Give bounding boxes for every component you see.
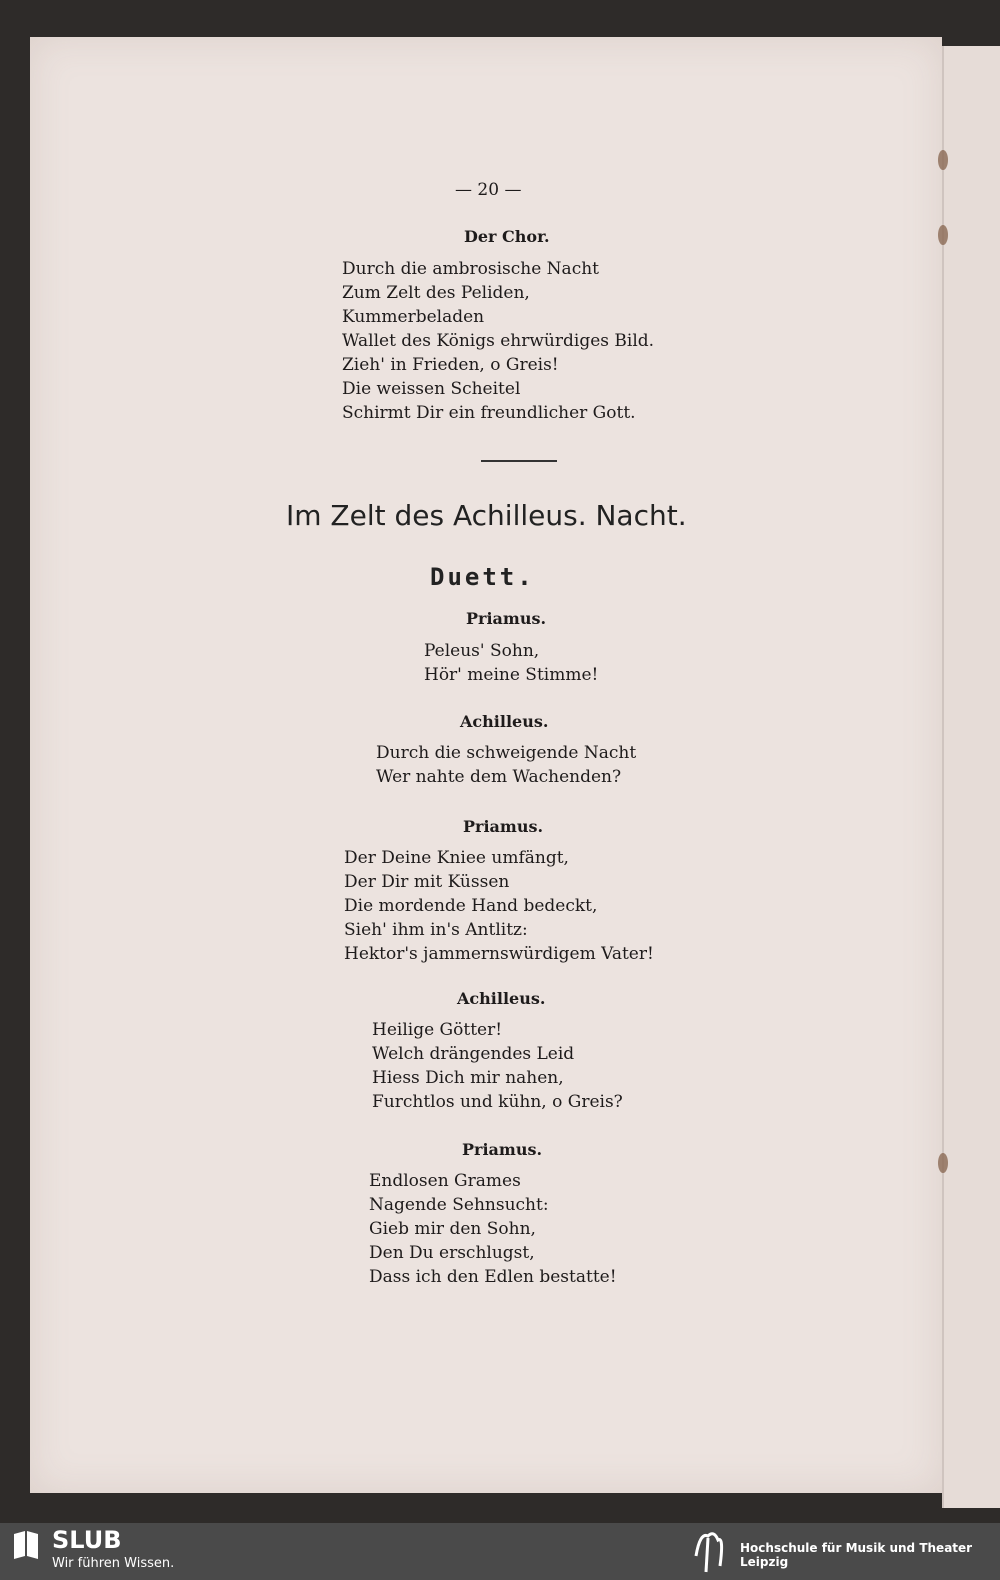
section-divider [481, 460, 557, 462]
verse-line: Nagende Sehnsucht: [369, 1195, 549, 1215]
speaker-chor: Der Chor. [464, 227, 550, 246]
scene-heading: Im Zelt des Achilleus. Nacht. [286, 499, 687, 532]
verse-line: Sieh' ihm in's Antlitz: [344, 920, 528, 940]
verse-line: Endlosen Grames [369, 1171, 521, 1191]
verse-line: Den Du erschlugst, [369, 1243, 535, 1263]
verse-line: Der Deine Kniee umfängt, [344, 848, 569, 868]
speaker-achilleus: Achilleus. [460, 712, 549, 731]
verse-line: Schirmt Dir ein freundlicher Gott. [342, 403, 636, 423]
verse-line: Durch die schweigende Nacht [376, 743, 637, 763]
binding-stain [938, 225, 948, 245]
verse-line: Die mordende Hand bedeckt, [344, 896, 598, 916]
verse-line: Wallet des Königs ehrwürdiges Bild. [342, 331, 655, 351]
verse-line: Peleus' Sohn, [424, 641, 540, 661]
verse-line: Hiess Dich mir nahen, [372, 1068, 564, 1088]
verse-line: Gieb mir den Sohn, [369, 1219, 536, 1239]
binding-stain [938, 1153, 948, 1173]
book-icon [12, 1528, 40, 1560]
binding-stain [938, 150, 948, 170]
verse-line: Hektor's jammernswürdigem Vater! [344, 944, 654, 964]
verse-line: Der Dir mit Küssen [344, 872, 510, 892]
speaker-priamus: Priamus. [462, 1140, 543, 1159]
verse-line: Zieh' in Frieden, o Greis! [342, 355, 559, 375]
page-edge [942, 46, 1000, 1508]
verse-line: Hör' meine Stimme! [424, 665, 599, 685]
library-name: SLUB [52, 1526, 122, 1554]
verse-line: Dass ich den Edlen bestatte! [369, 1267, 617, 1287]
verse-line: Zum Zelt des Peliden, [342, 283, 530, 303]
verse-line: Welch drängendes Leid [372, 1044, 575, 1064]
speaker-achilleus: Achilleus. [457, 989, 546, 1008]
hmt-logo-icon [690, 1526, 728, 1574]
duett-heading: Duett. [430, 563, 535, 591]
page-number: — 20 — [455, 180, 522, 200]
speaker-priamus: Priamus. [463, 817, 544, 836]
footer-bar [0, 1523, 1000, 1580]
speaker-priamus: Priamus. [466, 609, 547, 628]
library-tagline: Wir führen Wissen. [52, 1556, 175, 1571]
institution-name: Hochschule für Musik und Theater Leipzig [740, 1541, 973, 1569]
verse-line: Furchtlos und kühn, o Greis? [372, 1092, 623, 1112]
verse-line: Wer nahte dem Wachenden? [376, 767, 622, 787]
verse-line: Heilige Götter! [372, 1020, 503, 1040]
verse-line: Durch die ambrosische Nacht [342, 259, 599, 279]
verse-line: Die weissen Scheitel [342, 379, 521, 399]
verse-line: Kummerbeladen [342, 307, 485, 327]
